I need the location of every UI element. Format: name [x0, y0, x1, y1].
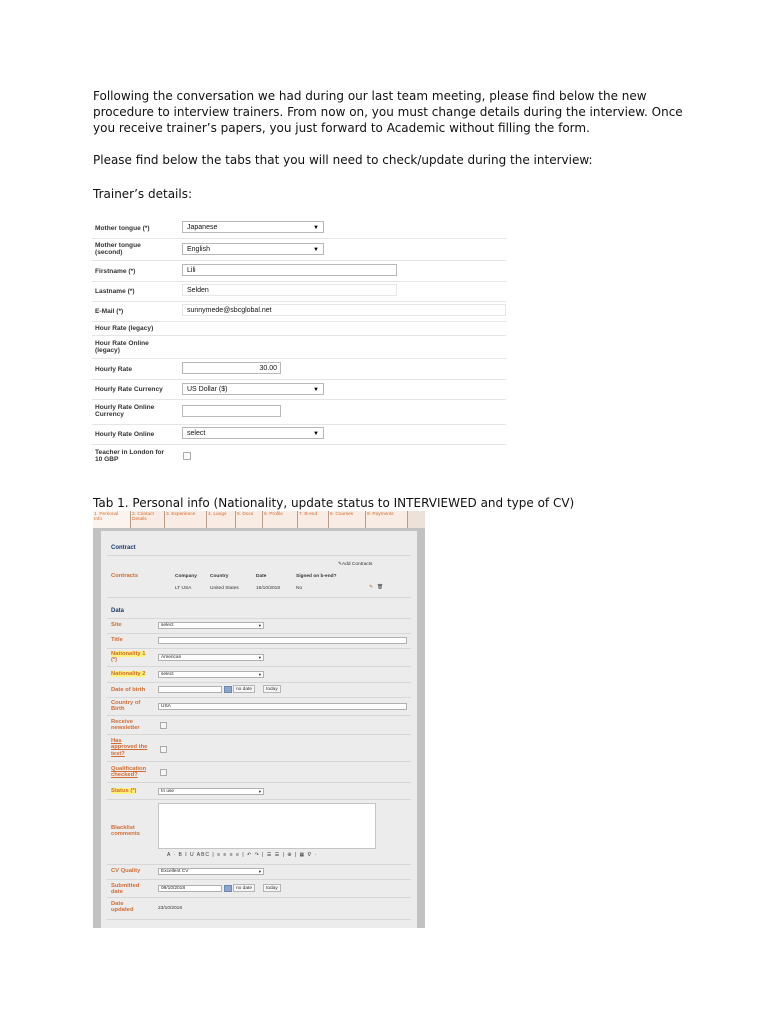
data-section-title: Data [111, 608, 125, 614]
tab-docs[interactable]: 5. Docs [236, 511, 263, 528]
submitted-today-button[interactable]: today [263, 884, 281, 892]
site-select[interactable] [158, 622, 264, 629]
tab-profile[interactable]: 6. Profile [263, 511, 298, 528]
status-select[interactable] [158, 788, 264, 795]
hourly-rate-online-select[interactable] [182, 427, 324, 439]
divider [107, 633, 411, 634]
chevron-down-icon: ▾ [258, 623, 261, 628]
submitted-no-date-button[interactable]: no date [233, 884, 255, 892]
add-document-icon: ✎ [338, 562, 343, 567]
dob-input[interactable] [158, 686, 222, 693]
hourly-rate-online-currency-label: Hourly Rate Online Currency [95, 404, 155, 418]
chevron-down-icon: ▾ [258, 672, 261, 677]
cv-quality-label: CV Quality [111, 868, 141, 874]
mother-tongue-value: Japanese [187, 224, 218, 231]
tab-b-end[interactable]: 7. B-end [298, 511, 329, 528]
nationality2-select[interactable] [158, 671, 264, 678]
email-label: E-Mail (*) [95, 308, 124, 315]
row-hourly-rate-online-currency [92, 399, 506, 425]
country-of-birth-input[interactable]: USA [158, 703, 407, 710]
chevron-down-icon: ▼ [313, 387, 319, 393]
contract-company: LT USA [175, 586, 192, 591]
divider [107, 879, 411, 880]
intro-line-2: procedure to interview trainers. From now on, you must change details during the interview. Once [93, 105, 683, 119]
trainer-details-heading: Trainer’s details: [93, 187, 193, 201]
firstname-label: Firstname (*) [95, 268, 136, 275]
newsletter-label: Receive newsletter [111, 719, 140, 732]
nationality2-value: select [161, 672, 174, 677]
nationality1-select[interactable] [158, 654, 264, 661]
hourly-rate-currency-select[interactable] [182, 383, 324, 395]
dob-no-date-button[interactable]: no date [233, 685, 255, 693]
approved-test-label[interactable]: Has approved the test? [111, 738, 148, 757]
row-hourly-rate-currency [92, 379, 506, 400]
divider [107, 555, 411, 556]
divider [107, 682, 411, 683]
contract-section-title: Contract [111, 545, 136, 551]
tab1-heading: Tab 1. Personal info (Nationality, update status to INTERVIEWED and type of CV) [93, 496, 575, 510]
divider [107, 897, 411, 898]
dob-today-button[interactable]: today [263, 685, 281, 693]
divider [107, 648, 411, 649]
hourly-rate-currency-label: Hourly Rate Currency [95, 386, 163, 393]
email-input[interactable]: sunnymede@sbcglobal.net [182, 304, 506, 316]
contracts-header-company: Company [175, 574, 197, 579]
tab-payments[interactable]: 9. Payments [366, 511, 408, 528]
lastname-label: Lastname (*) [95, 288, 135, 295]
site-value: select [161, 623, 174, 628]
divider [107, 666, 411, 667]
date-updated-label: Date updated [111, 901, 134, 914]
intro-line-1: Following the conversation we had during our last team meeting, please find below the new [93, 89, 647, 103]
tab-experience[interactable]: 3. Experience [165, 511, 207, 528]
divider [107, 697, 411, 698]
hour-rate-online-legacy-label: Hour Rate Online (legacy) [95, 340, 149, 354]
tab-langs[interactable]: 4. Langs [207, 511, 236, 528]
status-label: Status (*) [111, 788, 137, 794]
contracts-header-signed: Signed on b-end? [296, 574, 337, 579]
mother-tongue-select[interactable] [182, 221, 324, 233]
trash-icon[interactable]: 🗑 [377, 585, 384, 590]
chevron-down-icon: ▾ [258, 869, 261, 874]
divider [107, 715, 411, 716]
divider [107, 618, 411, 619]
divider [107, 734, 411, 735]
divider [107, 782, 411, 783]
row-hour-rate-legacy [92, 321, 506, 336]
title-label: Title [111, 637, 123, 643]
cv-quality-select[interactable] [158, 868, 264, 875]
chevron-down-icon: ▼ [313, 431, 319, 437]
blacklist-textarea[interactable] [158, 803, 376, 849]
mother-tongue-second-label: Mother tongue (second) [95, 242, 141, 256]
teacher-london-label: Teacher in London for 10 GBP [95, 449, 165, 463]
row-firstname [92, 260, 506, 282]
tab-personal-info[interactable]: 1. Personal Info [93, 511, 131, 528]
trainer-details-form [92, 218, 506, 468]
divider [107, 761, 411, 762]
hourly-rate-online-currency-input[interactable] [182, 405, 281, 417]
row-hourly-rate [92, 358, 506, 380]
personal-info-panel [93, 511, 425, 928]
chevron-down-icon: ▼ [313, 247, 319, 253]
submitted-date-input[interactable]: 09/10/2018 [158, 885, 222, 892]
contracts-label: Contracts [111, 573, 139, 579]
row-mother-tongue [92, 218, 506, 239]
tab-bar [93, 511, 425, 528]
firstname-input[interactable]: Lili [182, 264, 397, 276]
row-lastname [92, 281, 506, 302]
row-email [92, 301, 506, 322]
nationality1-value: American [161, 655, 182, 660]
divider [107, 864, 411, 865]
hourly-rate-label: Hourly Rate [95, 366, 133, 373]
intro-line-4: Please find below the tabs that you will need to check/update during the interview: [93, 153, 593, 167]
editor-toolbar[interactable]: A · B I U ABC | ≡ ≡ ≡ ≡ | ↶ ↷ | ☰ ☰ | ⊕ | ▦ ∇ · [167, 852, 318, 858]
row-hourly-rate-online [92, 424, 506, 445]
title-input[interactable] [158, 637, 407, 644]
teacher-london-checkbox[interactable] [183, 452, 191, 460]
divider [107, 919, 411, 920]
contract-signed: No [296, 586, 303, 591]
site-label: Site [111, 622, 122, 628]
chevron-down-icon: ▾ [258, 655, 261, 660]
nationality1-label: Nationality 1 (*) [111, 651, 146, 664]
row-teacher-london [92, 444, 506, 468]
chevron-down-icon: ▼ [313, 225, 319, 231]
hourly-rate-online-label: Hourly Rate Online [95, 431, 155, 438]
mother-tongue-label: Mother tongue (*) [95, 225, 150, 232]
tab-contact-details[interactable]: 2. Contact Details [131, 511, 165, 528]
chevron-down-icon: ▾ [258, 789, 261, 794]
edit-icon[interactable]: ✎ [369, 585, 374, 590]
mother-tongue-second-select[interactable] [182, 243, 324, 255]
tab-courses[interactable]: 8. Courses [329, 511, 366, 528]
date-updated-value: 23/10/2018 [158, 906, 183, 911]
status-value: In use [161, 789, 175, 794]
nationality2-label: Nationality 2 [111, 671, 146, 677]
add-contracts-link[interactable]: ✎Add Contracts [338, 562, 373, 567]
calendar-icon[interactable] [224, 885, 232, 892]
cv-quality-value: Excellent CV [161, 869, 189, 874]
divider [107, 799, 411, 800]
blacklist-label: Blacklist comments [111, 825, 140, 838]
hourly-rate-online-value: select [187, 430, 206, 437]
contracts-header-country: Country [210, 574, 229, 579]
divider [107, 597, 411, 598]
submitted-date-label: Submitted date [111, 883, 140, 896]
intro-line-3: you receive trainer’s papers, you just forward to Academic without filling the form. [93, 121, 590, 135]
approved-test-checkbox[interactable] [160, 746, 167, 753]
qualification-checked-label[interactable]: Qualification checked? [111, 766, 147, 779]
newsletter-checkbox[interactable] [160, 722, 167, 729]
lastname-input[interactable]: Selden [182, 284, 397, 296]
country-of-birth-label: Country of Birth [111, 700, 141, 713]
hour-rate-legacy-label: Hour Rate (legacy) [95, 325, 154, 332]
dob-label: Date of birth [111, 687, 146, 693]
row-hour-rate-online-legacy [92, 335, 506, 359]
hourly-rate-input[interactable]: 30.00 [182, 362, 281, 374]
qualification-checkbox[interactable] [160, 769, 167, 776]
row-mother-tongue-second [92, 238, 506, 261]
tab-content [101, 531, 417, 928]
calendar-icon[interactable] [224, 686, 232, 693]
contracts-header-date: Date [256, 574, 267, 579]
hourly-rate-currency-value: US Dollar ($) [187, 386, 228, 393]
contract-date: 16/10/2018 [256, 586, 281, 591]
contract-country: United States [210, 586, 239, 591]
mother-tongue-second-value: English [187, 246, 210, 253]
